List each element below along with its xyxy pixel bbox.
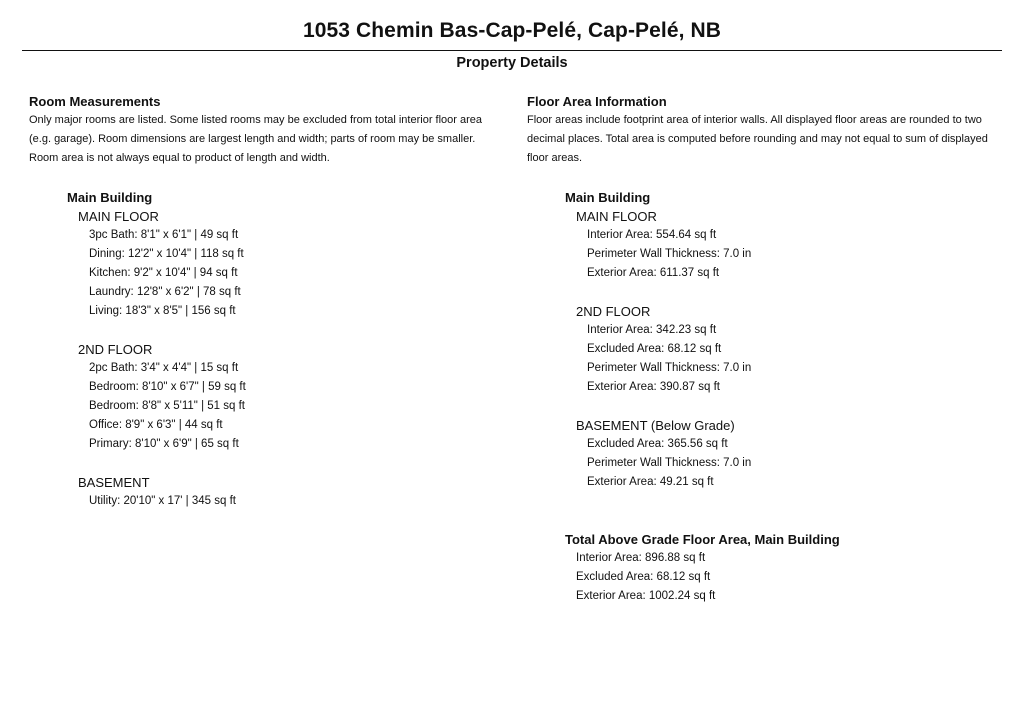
area-line: Excluded Area: 68.12 sq ft xyxy=(587,343,722,355)
floor-area-heading: Floor Area Information xyxy=(527,94,667,109)
room-line: 3pc Bath: 8'1" x 6'1" | 49 sq ft xyxy=(89,229,239,241)
area-line: Exterior Area: 49.21 sq ft xyxy=(587,476,714,488)
area-line: Exterior Area: 390.87 sq ft xyxy=(587,381,720,393)
floor-title: 2ND FLOOR xyxy=(576,304,651,319)
room-line: Kitchen: 9'2" x 10'4" | 94 sq ft xyxy=(89,267,238,279)
room-line: Bedroom: 8'10" x 6'7" | 59 sq ft xyxy=(89,381,246,393)
floor-area-section xyxy=(527,94,1009,606)
room-line: Office: 8'9" x 6'3" | 44 sq ft xyxy=(89,419,223,431)
room-measurements-description: Only major rooms are listed. Some listed rooms may be excluded from total interior floor area (e.g. garage). Room dimensions are largest length and width; parts of room may be smaller. Room area is not always equal to product of length and width. xyxy=(29,114,483,164)
room-line: Utility: 20'10" x 17' | 345 sq ft xyxy=(89,495,236,507)
rooms-floor-basement xyxy=(78,473,505,511)
floor-title: MAIN FLOOR xyxy=(78,209,159,224)
room-measurements-heading: Room Measurements xyxy=(29,94,161,109)
area-building-title: Main Building xyxy=(565,190,651,205)
room-line: Laundry: 12'8" x 6'2" | 78 sq ft xyxy=(89,286,241,298)
area-line: Perimeter Wall Thickness: 7.0 in xyxy=(587,457,752,469)
floor-title: BASEMENT (Below Grade) xyxy=(576,418,735,433)
room-line: Bedroom: 8'8" x 5'11" | 51 sq ft xyxy=(89,400,245,412)
title-divider xyxy=(22,50,1002,51)
page-title: 1053 Chemin Bas-Cap-Pelé, Cap-Pelé, NB xyxy=(302,19,722,42)
rooms-building-title: Main Building xyxy=(67,190,153,205)
area-line: Perimeter Wall Thickness: 7.0 in xyxy=(587,362,752,374)
page-subtitle: Property Details xyxy=(456,55,568,71)
floor-area-description: Floor areas include footprint area of interior walls. All displayed floor areas are rounded to two decimal places. Total area is computed before rounding and may not equal to sum of displayed floor areas. xyxy=(527,114,988,164)
total-area-line: Excluded Area: 68.12 sq ft xyxy=(576,571,711,583)
total-area-line: Interior Area: 896.88 sq ft xyxy=(576,552,706,564)
area-line: Exterior Area: 611.37 sq ft xyxy=(587,267,720,279)
rooms-building xyxy=(67,188,505,511)
room-line: 2pc Bath: 3'4" x 4'4" | 15 sq ft xyxy=(89,362,239,374)
area-building xyxy=(565,188,1009,492)
rooms-floor-2nd xyxy=(78,340,505,454)
room-line: Primary: 8'10" x 6'9" | 65 sq ft xyxy=(89,438,239,450)
area-line: Interior Area: 342.23 sq ft xyxy=(587,324,717,336)
floor-title: 2ND FLOOR xyxy=(78,342,153,357)
total-area-heading: Total Above Grade Floor Area, Main Building xyxy=(565,532,840,547)
total-area-block xyxy=(565,530,1009,606)
room-line: Living: 18'3" x 8'5" | 156 sq ft xyxy=(89,305,236,317)
room-line: Dining: 12'2" x 10'4" | 118 sq ft xyxy=(89,248,244,260)
total-area-line: Exterior Area: 1002.24 sq ft xyxy=(576,590,716,602)
rooms-floor-main xyxy=(78,207,505,321)
area-floor-main xyxy=(576,207,1009,283)
floor-title: BASEMENT xyxy=(78,475,150,490)
area-line: Excluded Area: 365.56 sq ft xyxy=(587,438,728,450)
area-line: Interior Area: 554.64 sq ft xyxy=(587,229,717,241)
area-floor-basement xyxy=(576,416,1009,492)
area-floor-2nd xyxy=(576,302,1009,397)
room-measurements-section xyxy=(29,94,505,511)
floor-title: MAIN FLOOR xyxy=(576,209,657,224)
area-line: Perimeter Wall Thickness: 7.0 in xyxy=(587,248,752,260)
